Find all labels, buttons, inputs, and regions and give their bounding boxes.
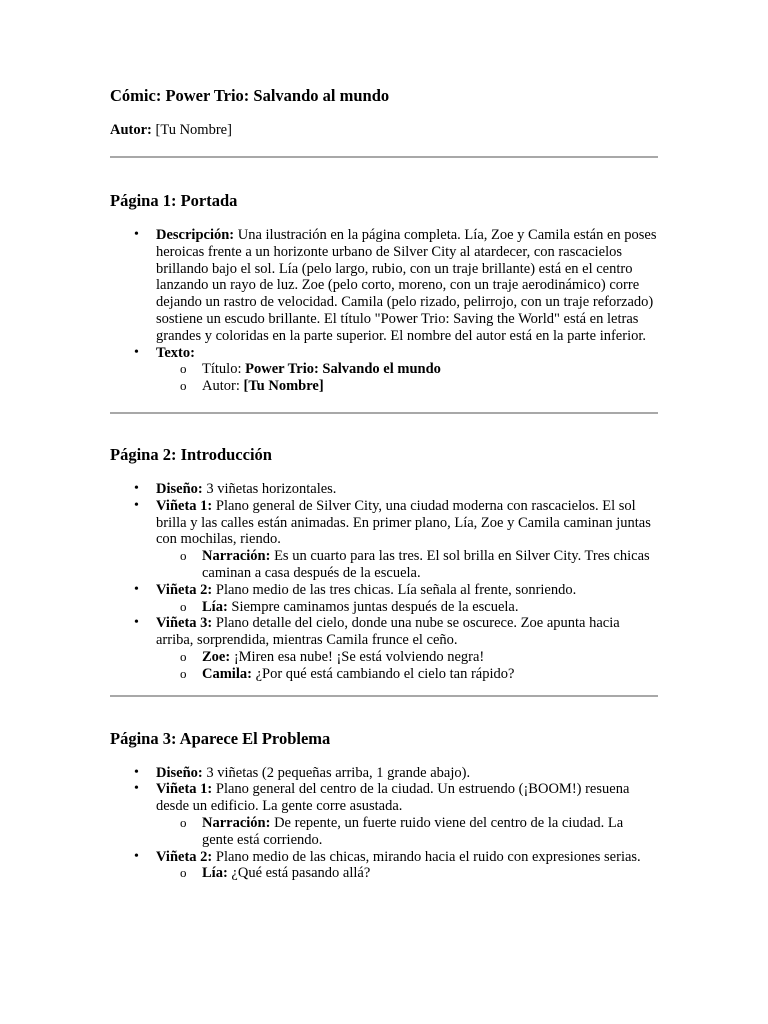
- section-heading-page1: Página 1: Portada: [110, 191, 238, 210]
- sub-list: [156, 815, 658, 849]
- list-item: [156, 615, 658, 682]
- sub-item-text: De repente, un fuerte ruido viene del centro de la ciudad. La gente está corriendo.: [202, 814, 624, 848]
- list-item: [156, 765, 658, 782]
- list-item: [156, 781, 658, 848]
- list-item: [156, 582, 658, 616]
- sub-item-text: Siempre caminamos juntas después de la escuela.: [227, 598, 519, 615]
- document-title: Cómic: Power Trio: Salvando al mundo: [110, 86, 390, 105]
- author-line: [110, 121, 658, 139]
- item-text: Plano medio de las chicas, mirando hacia el ruido con expresiones serias.: [212, 848, 641, 865]
- author-label: Autor:: [110, 122, 152, 138]
- sub-item-label: Zoe:: [202, 648, 231, 665]
- item-text: Plano detalle del cielo, donde una nube se oscurece. Zoe apunta hacia arriba, sorprendida, mientras Camila frunce el ceño.: [156, 615, 620, 649]
- list-item: [156, 498, 658, 582]
- page3-list: [110, 765, 658, 883]
- item-label: Diseño:: [156, 480, 203, 497]
- item-label: Viñeta 1:: [156, 497, 213, 514]
- section-heading-page3: Página 3: Aparece El Problema: [110, 728, 331, 748]
- list-item: [156, 849, 658, 883]
- sub-item-text: ¡Miren esa nube! ¡Se está volviendo negra!: [230, 648, 485, 665]
- item-text: Una ilustración en la página completa. Lía, Zoe y Camila están en poses heroicas frente a un horizonte urbano de Silver City al atardecer, con rascacielos brillando bajo el sol. Lía (pelo largo, rubio, con un traje brillante) está en el centro lanzando un rayo de luz. Zoe (pelo corto, moreno, con un traje aerodinámico) corre dejando un rastro de velocidad. Camila (pelo rizado, pelirrojo, con un traje reforzado) sostiene un escudo brillante. El título "Power Trio: Saving the World" está en letras grandes y coloridas en la parte superior. El nombre del autor está en la parte inferior.: [156, 227, 657, 344]
- sub-list-item: [202, 815, 658, 849]
- sub-list: [156, 649, 658, 683]
- item-text: Plano general de Silver City, una ciudad moderna con rascacielos. El sol brilla y las calles están animadas. En primer plano, Lía, Zoe y Camila caminan juntas con mochilas, riendo.: [156, 497, 651, 548]
- divider-1: [110, 156, 658, 158]
- sub-list-item: [202, 378, 658, 395]
- sub-item-label: Narración:: [202, 548, 271, 565]
- document-page: [110, 86, 658, 882]
- sub-item-text: ¿Qué está pasando allá?: [227, 865, 371, 882]
- list-item: [156, 345, 658, 395]
- sub-list-item: [202, 599, 658, 616]
- item-text: 3 viñetas (2 pequeñas arriba, 1 grande abajo).: [202, 764, 471, 781]
- page1-list: [110, 227, 658, 395]
- sub-item-text: Es un cuarto para las tres. El sol brilla en Silver City. Tres chicas caminan a casa después de la escuela.: [202, 548, 650, 581]
- sub-list-item: [202, 649, 658, 666]
- sub-item-label: Narración:: [202, 814, 271, 831]
- item-text: Plano general del centro de la ciudad. Un estruendo (¡BOOM!) resuena desde un edificio. La gente corre asustada.: [156, 781, 630, 815]
- item-label: Viñeta 2:: [156, 848, 213, 865]
- list-item: [156, 227, 658, 345]
- sub-item-label: Título:: [202, 361, 246, 378]
- sub-list: [156, 361, 658, 395]
- sub-item-value: [Tu Nombre]: [243, 378, 324, 395]
- sub-list-item: [202, 361, 658, 378]
- sub-list: [156, 548, 658, 582]
- author-value: [Tu Nombre]: [151, 122, 232, 138]
- item-text: 3 viñetas horizontales.: [202, 480, 337, 497]
- divider-3: [110, 695, 658, 697]
- item-label: Descripción:: [156, 227, 235, 243]
- page2-list: [110, 481, 658, 683]
- sub-list: [156, 599, 658, 616]
- list-item: [156, 481, 658, 498]
- item-text: Plano medio de las tres chicas. Lía señala al frente, sonriendo.: [212, 581, 577, 598]
- item-label: Texto:: [156, 344, 195, 361]
- sub-list-item: [202, 548, 658, 582]
- item-label: Diseño:: [156, 764, 203, 781]
- sub-list-item: [202, 865, 658, 882]
- divider-2: [110, 412, 658, 414]
- item-label: Viñeta 1:: [156, 781, 213, 798]
- sub-list: [156, 865, 658, 882]
- sub-item-label: Lía:: [202, 865, 228, 882]
- section-heading-page2: Página 2: Introducción: [110, 444, 272, 464]
- sub-item-value: Power Trio: Salvando el mundo: [245, 361, 441, 378]
- sub-list-item: [202, 666, 658, 683]
- item-label: Viñeta 3:: [156, 615, 213, 632]
- sub-item-label: Lía:: [202, 598, 228, 615]
- sub-item-text: ¿Por qué está cambiando el cielo tan rápido?: [251, 665, 515, 682]
- sub-item-label: Autor:: [202, 378, 244, 395]
- item-label: Viñeta 2:: [156, 581, 213, 598]
- sub-item-label: Camila:: [202, 665, 252, 682]
